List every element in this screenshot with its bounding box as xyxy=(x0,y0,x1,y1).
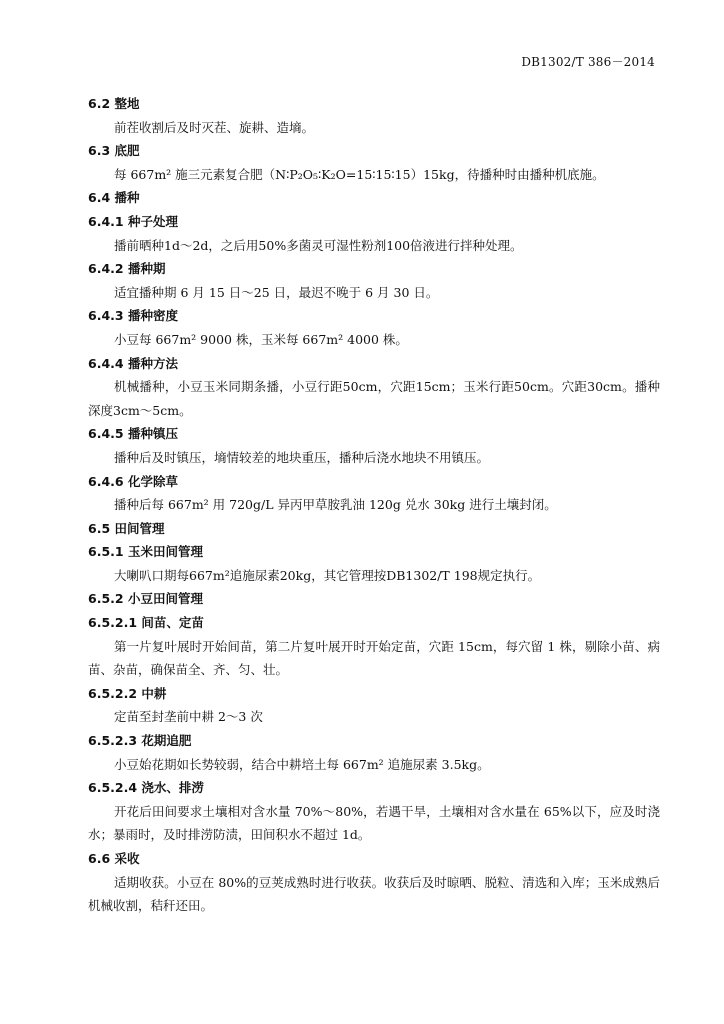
section-heading: 6.2 整地 xyxy=(88,96,140,111)
section-text: 小豆每 667m² 9000 株，玉米每 667m² 4000 株。 xyxy=(114,331,408,347)
section-text: 适期收获。小豆在 80%的豆荚成熟时进行收获。收获后及时晾晒、脱粒、清选和入库；玉米成熟后机械收割，秸秆还田。 xyxy=(88,874,660,914)
section-text: 适宜播种期 6 月 15 日～25 日，最迟不晚于 6 月 30 日。 xyxy=(114,284,439,300)
section-heading: 6.5.2.2 中耕 xyxy=(88,685,167,701)
section-heading: 6.4 播种 xyxy=(88,190,140,206)
section-heading: 6.4.3 播种密度 xyxy=(88,308,178,324)
section-heading: 6.4.5 播种镇压 xyxy=(88,426,178,442)
section-text: 大喇叭口期每667m²追施尿素20kg，其它管理按DB1302/T 198规定执行。 xyxy=(114,567,541,583)
section-heading: 6.5.1 玉米田间管理 xyxy=(88,544,203,560)
section-text: 机械播种，小豆玉米同期条播，小豆行距50cm，穴距15cm；玉米行距50cm。穴距30cm。播种深度3cm～5cm。 xyxy=(88,379,660,418)
section-heading: 6.4.2 播种期 xyxy=(88,261,166,277)
section-text: 播种后及时镇压，墒情较差的地块重压，播种后浇水地块不用镇压。 xyxy=(114,449,490,465)
section-heading: 6.6 采收 xyxy=(88,851,140,866)
section-text: 定苗至封垄前中耕 2～3 次 xyxy=(114,709,263,725)
section-heading: 6.4.4 播种方法 xyxy=(88,355,178,371)
section-text: 每 667m² 施三元素复合肥（N∶P₂O₅∶K₂O=15∶15∶15）15kg，待播种时由播种机底施。 xyxy=(114,166,605,182)
section-text: 小豆始花期如长势较弱，结合中耕培土每 667m² 追施尿素 3.5kg。 xyxy=(114,756,490,772)
section-heading: 6.4.1 种子处理 xyxy=(88,213,178,229)
section-heading: 6.5.2.1 间苗、定苗 xyxy=(88,615,204,631)
section-heading: 6.3 底肥 xyxy=(88,143,140,159)
section-heading: 6.5.2.4 浇水、排涝 xyxy=(88,780,204,796)
section-heading: 6.4.6 化学除草 xyxy=(88,473,178,489)
document-body xyxy=(88,92,660,918)
section-text: 播前晒种1d～2d，之后用50%多菌灵可湿性粉剂100倍液进行拌种处理。 xyxy=(114,237,523,253)
section-heading: 6.5.2 小豆田间管理 xyxy=(88,591,203,607)
section-heading: 6.5 田间管理 xyxy=(88,520,165,536)
document-code: DB1302/T 386－2014 xyxy=(521,55,655,69)
section-text: 播种后每 667m² 用 720g/L 异丙甲草胺乳油 120g 兑水 30kg 进行土壤封闭。 xyxy=(114,497,557,513)
section-text: 开花后田间要求土壤相对含水量 70%～80%，若遇干旱，土壤相对含水量在 65%以下，应及时浇水；暴雨时，及时排涝防渍，田间积水不超过 1d。 xyxy=(88,803,660,843)
section-heading: 6.5.2.3 花期追肥 xyxy=(88,733,192,749)
section-text: 第一片复叶展时开始间苗，第二片复叶展开时开始定苗，穴距 15cm，每穴留 1 株，剔除小苗、病苗、杂苗，确保苗全、齐、匀、壮。 xyxy=(88,638,660,678)
section-text: 前茬收割后及时灭茬、旋耕、造墒。 xyxy=(114,119,315,135)
